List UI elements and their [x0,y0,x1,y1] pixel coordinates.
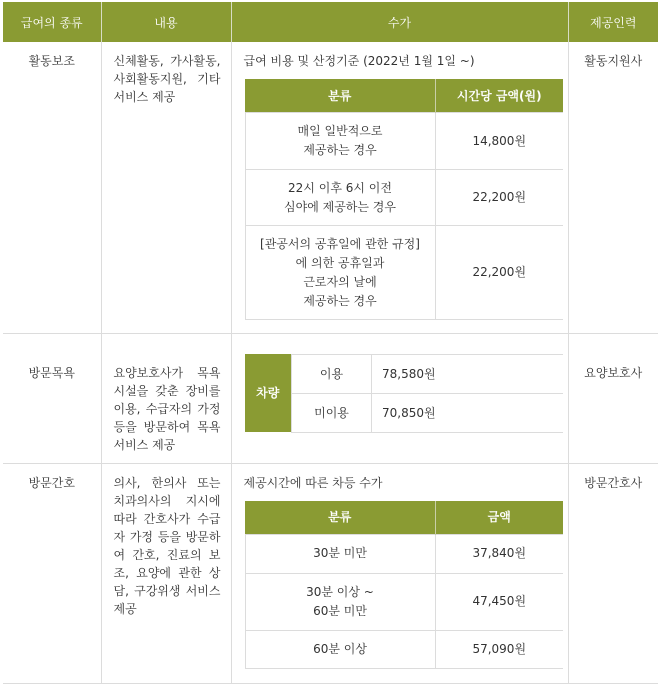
subheader-amount: 금액 [435,501,563,535]
vehicle-row [245,393,563,432]
fee-subtable [245,501,564,669]
header-provider: 제공인력 [568,2,658,42]
benefit-type: 방문목욕 [3,333,101,463]
header-content: 내용 [101,2,231,42]
benefit-description: 요양보호사가 목욕 시설을 갖춘 장비를 이용, 수급자의 가정 등을 방문하여 목욕 서비스 제공 [101,333,231,463]
subheader-amount: 시간당 금액(원) [435,79,563,113]
fee-amount: 14,800원 [435,113,563,170]
table-row [3,42,658,333]
vehicle-use: 이용 [292,354,372,393]
fee-subtable [245,79,564,320]
fee-amount: 37,840원 [435,534,563,573]
fee-category: 30분 미만 [245,534,435,573]
vehicle-amount: 78,580원 [372,354,563,393]
benefit-description: 신체활동, 가사활동, 사회활동지원, 기타 서비스 제공 [101,42,231,333]
table-row [3,463,658,683]
fee-title: 급여 비용 및 산정기준 (2022년 1월 1일 ~) [243,54,475,68]
fee-cell [231,333,568,463]
benefit-type: 활동보조 [3,42,101,333]
fee-row [245,630,563,668]
fee-category: 60분 이상 [245,630,435,668]
subheader-category: 분류 [245,79,435,113]
vehicle-use: 미이용 [292,393,372,432]
fee-amount: 22,200원 [435,226,563,320]
fee-category: [관공서의 공휴일에 관한 규정] 에 의한 공휴일과 근로자의 날에 제공하는 경우 [245,226,435,320]
fee-title: 제공시간에 따른 차등 수가 [243,475,383,490]
table-header-row [3,2,658,42]
fee-cell [231,42,568,333]
fee-row [245,534,563,573]
fee-cell [231,463,568,683]
fee-amount: 22,200원 [435,170,563,226]
benefit-table [3,2,658,684]
header-type: 급여의 종류 [3,2,101,42]
vehicle-row [245,354,563,393]
fee-category: 매일 일반적으로 제공하는 경우 [245,113,435,170]
fee-row [245,226,563,320]
fee-row [245,170,563,226]
benefit-type: 방문간호 [3,463,101,683]
vehicle-table [245,354,563,433]
fee-category: 30분 이상 ~ 60분 미만 [245,573,435,630]
provider: 방문간호사 [568,463,658,683]
provider: 요양보호사 [568,333,658,463]
subheader-category: 분류 [245,501,435,535]
benefit-description: 의사, 한의사 또는 치과의사의 지시에 따라 간호사가 수급자 가정 등을 방문하여 간호, 진료의 보조, 요양에 관한 상담, 구강위생 서비스 제공 [101,463,231,683]
table-row [3,333,658,463]
vehicle-amount: 70,850원 [372,393,563,432]
header-fee: 수가 [231,2,568,42]
vehicle-label: 차량 [245,354,292,432]
fee-row [245,573,563,630]
provider: 활동지원사 [568,42,658,333]
fee-amount: 47,450원 [435,573,563,630]
fee-category: 22시 이후 6시 이전 심야에 제공하는 경우 [245,170,435,226]
fee-row [245,113,563,170]
fee-amount: 57,090원 [435,630,563,668]
